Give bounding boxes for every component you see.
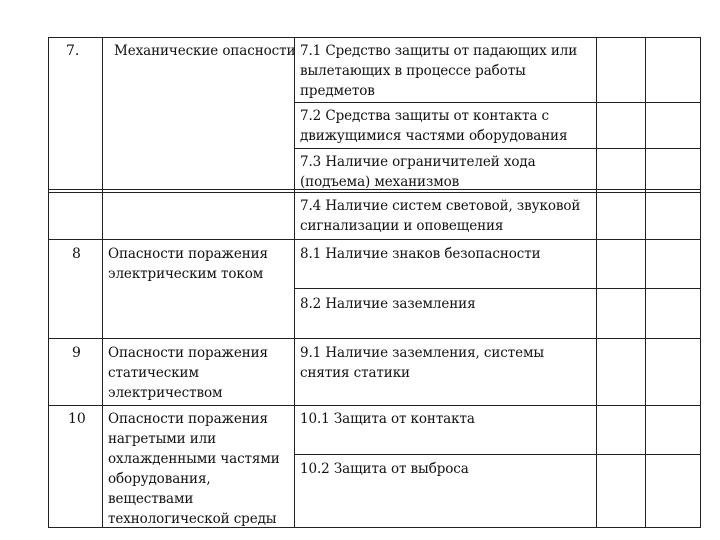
grid-line <box>48 37 701 38</box>
row-number: 10 <box>68 411 86 427</box>
grid-line <box>48 239 701 240</box>
measure-cell: 7.2 Средства защиты от контакта с движущимися частями оборудования <box>300 108 568 144</box>
measure-cell: 10.2 Защита от выброса <box>300 461 469 477</box>
measure-cell: 7.3 Наличие ограничителей хода (подъема) механизмов <box>300 154 536 190</box>
grid-line <box>294 454 701 455</box>
row-number: 8 <box>72 246 81 262</box>
grid-line <box>48 37 49 527</box>
grid-line <box>48 192 701 193</box>
measure-cell: 10.1 Защита от контакта <box>300 411 475 427</box>
measure-cell: 9.1 Наличие заземления, системы снятия статики <box>300 345 545 381</box>
grid-line <box>294 148 701 149</box>
measure-cell: 8.2 Наличие заземления <box>300 296 476 312</box>
grid-line <box>294 288 701 289</box>
measure-cell: 7.1 Средство защиты от падающих или вылетающих в процессе работы предметов <box>300 43 578 99</box>
grid-line <box>294 102 701 103</box>
hazard-cell: Опасности поражения нагретыми или охлажденными частями оборудования, веществами технологической среды <box>108 411 280 527</box>
hazard-cell: Опасности поражения электрическим током <box>108 246 268 282</box>
grid-line <box>48 338 701 339</box>
grid-line <box>102 37 103 527</box>
grid-line <box>48 405 701 406</box>
measure-cell: 8.1 Наличие знаков безопасности <box>300 246 541 262</box>
measure-cell: 7.4 Наличие систем световой, звуковой сигнализации и оповещения <box>300 198 581 234</box>
hazard-cell: Опасности поражения статическим электричеством <box>108 345 268 401</box>
hazard-cell: Механические опасности <box>114 43 296 59</box>
row-number: 7. <box>66 43 80 59</box>
row-number: 9 <box>72 345 81 361</box>
